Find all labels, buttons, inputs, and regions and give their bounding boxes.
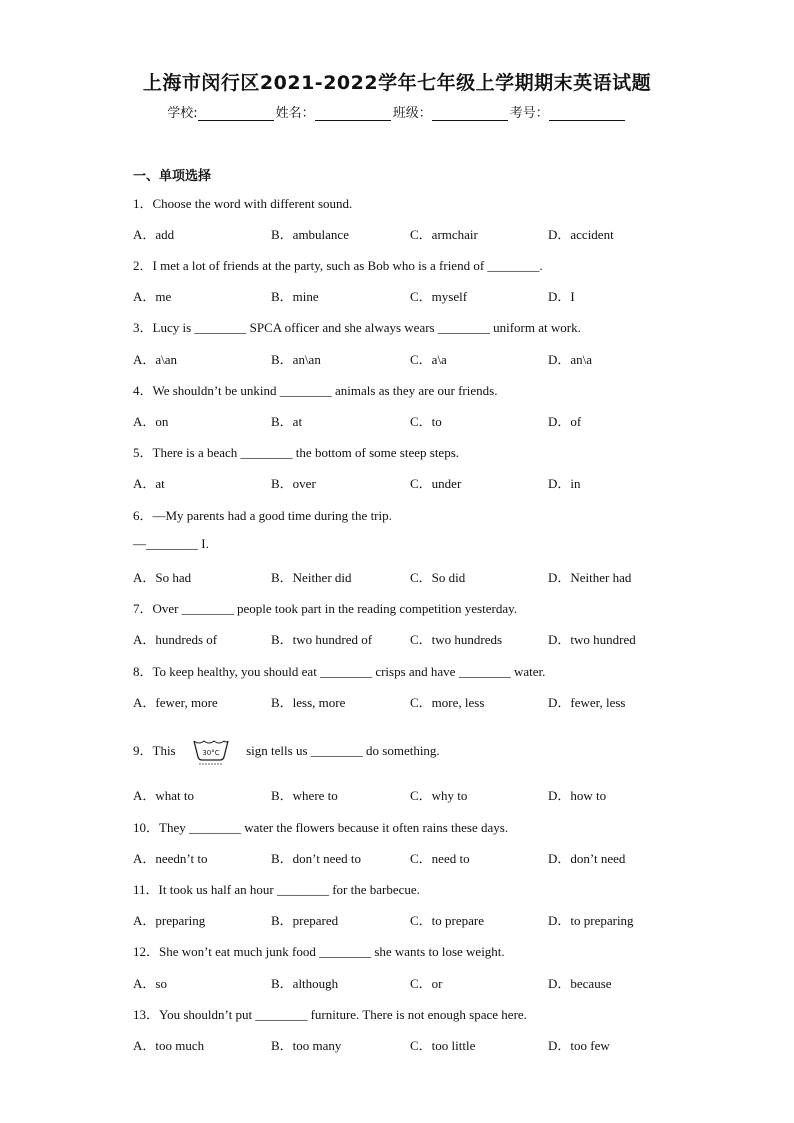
option-a[interactable]: A．So had: [133, 570, 192, 585]
option-c[interactable]: C．a\a: [410, 352, 447, 367]
option-b[interactable]: B．ambulance: [271, 227, 349, 242]
question-1-options: [133, 224, 663, 242]
question-10-options: [133, 848, 663, 866]
option-b[interactable]: B．although: [271, 976, 339, 991]
option-c[interactable]: C．to prepare: [410, 913, 485, 928]
option-b[interactable]: B．mine: [271, 289, 319, 304]
option-c[interactable]: C．need to: [410, 851, 470, 866]
question-4-options: [133, 411, 663, 429]
question-11-options: [133, 910, 663, 928]
question-5-stem: 5．There is a beach ________ the bottom of some steep steps.: [133, 445, 460, 460]
question-9-options: [133, 785, 663, 803]
option-b[interactable]: B．too many: [271, 1038, 342, 1053]
option-a[interactable]: A．preparing: [133, 913, 206, 928]
option-d[interactable]: D．I: [548, 289, 575, 304]
section-heading: 一、单项选择: [133, 169, 212, 184]
school-blank[interactable]: [198, 106, 274, 121]
option-b[interactable]: B．where to: [271, 788, 338, 803]
option-a[interactable]: A．needn’t to: [133, 851, 208, 866]
name-label: 姓名：: [275, 106, 315, 121]
question-2-options: [133, 286, 663, 304]
option-d[interactable]: D．Neither had: [548, 570, 632, 585]
option-b[interactable]: B．Neither did: [271, 570, 352, 585]
option-d[interactable]: D．accident: [548, 227, 614, 242]
option-c[interactable]: C．or: [410, 976, 443, 991]
question-10-stem: 10．They ________ water the flowers because it often rains these days.: [133, 820, 509, 835]
question-11-stem: 11．It took us half an hour ________ for the barbecue.: [133, 882, 420, 897]
page-title: 上海市闵行区2021-2022学年七年级上学期期末英语试题: [142, 72, 652, 94]
question-9-stem-before: 9．This: [133, 742, 176, 758]
question-3-options: [133, 349, 663, 367]
option-a[interactable]: A．at: [133, 476, 165, 491]
option-a[interactable]: A．me: [133, 289, 172, 304]
option-b[interactable]: B．less, more: [271, 695, 346, 710]
option-c[interactable]: C．two hundreds: [410, 632, 503, 647]
option-b[interactable]: B．prepared: [271, 913, 339, 928]
question-9-stem: [133, 738, 440, 766]
option-d[interactable]: D．how to: [548, 788, 607, 803]
question-7-stem: 7．Over ________ people took part in the reading competition yesterday.: [133, 601, 518, 616]
question-13-stem: 13．You shouldn’t put ________ furniture. There is not enough space here.: [133, 1007, 527, 1022]
number-blank[interactable]: [549, 106, 625, 121]
option-c[interactable]: C．to: [410, 414, 442, 429]
option-a[interactable]: A．add: [133, 227, 175, 242]
question-8-options: [133, 692, 663, 710]
option-c[interactable]: C．myself: [410, 289, 468, 304]
question-4-stem: 4．We shouldn’t be unkind ________ animals as they are our friends.: [133, 383, 498, 398]
option-a[interactable]: A．so: [133, 976, 167, 991]
option-c[interactable]: C．under: [410, 476, 462, 491]
option-a[interactable]: A．fewer, more: [133, 695, 218, 710]
option-a[interactable]: A．hundreds of: [133, 632, 218, 647]
student-info-row: [0, 102, 794, 121]
option-a[interactable]: A．a\an: [133, 352, 178, 367]
wash-30-degrees-icon: [191, 738, 231, 766]
option-d[interactable]: D．to preparing: [548, 913, 634, 928]
option-b[interactable]: B．an\an: [271, 352, 321, 367]
question-8-stem: 8．To keep healthy, you should eat ________ crisps and have ________ water.: [133, 664, 546, 679]
class-label: 班级：: [392, 106, 432, 121]
option-c[interactable]: C．more, less: [410, 695, 485, 710]
question-6-options: [133, 567, 663, 585]
option-d[interactable]: D．of: [548, 414, 582, 429]
school-label: 学校:: [167, 106, 198, 121]
question-3-stem: 3．Lucy is ________ SPCA officer and she always wears ________ uniform at work.: [133, 320, 581, 335]
option-a[interactable]: A．too much: [133, 1038, 205, 1053]
number-label: 考号：: [509, 106, 549, 121]
option-c[interactable]: C．armchair: [410, 227, 478, 242]
option-d[interactable]: D．in: [548, 476, 581, 491]
wash-temperature-label: 30°C: [202, 749, 220, 757]
option-b[interactable]: B．over: [271, 476, 316, 491]
question-2-stem: 2．I met a lot of friends at the party, such as Bob who is a friend of ________.: [133, 258, 543, 273]
option-d[interactable]: D．two hundred: [548, 632, 636, 647]
option-c[interactable]: C．So did: [410, 570, 466, 585]
question-7-options: [133, 629, 663, 647]
question-12-options: [133, 973, 663, 991]
option-d[interactable]: D．an\a: [548, 352, 593, 367]
option-a[interactable]: A．what to: [133, 788, 195, 803]
option-c[interactable]: C．why to: [410, 788, 468, 803]
option-d[interactable]: D．too few: [548, 1038, 610, 1053]
question-6-reply: —________ I.: [133, 536, 209, 551]
option-d[interactable]: D．because: [548, 976, 612, 991]
question-1-stem: 1．Choose the word with different sound.: [133, 196, 353, 211]
option-a[interactable]: A．on: [133, 414, 169, 429]
question-5-options: [133, 473, 663, 491]
name-blank[interactable]: [315, 106, 391, 121]
option-b[interactable]: B．at: [271, 414, 303, 429]
class-blank[interactable]: [432, 106, 508, 121]
question-6-stem: 6．—My parents had a good time during the trip.: [133, 508, 392, 523]
option-d[interactable]: D．fewer, less: [548, 695, 626, 710]
option-d[interactable]: D．don’t need: [548, 851, 626, 866]
question-13-options: [133, 1035, 663, 1053]
option-b[interactable]: B．two hundred of: [271, 632, 373, 647]
question-12-stem: 12．She won’t eat much junk food ________ she wants to lose weight.: [133, 944, 505, 959]
question-9-stem-after: sign tells us ________ do something.: [246, 742, 440, 758]
option-b[interactable]: B．don’t need to: [271, 851, 362, 866]
option-c[interactable]: C．too little: [410, 1038, 476, 1053]
